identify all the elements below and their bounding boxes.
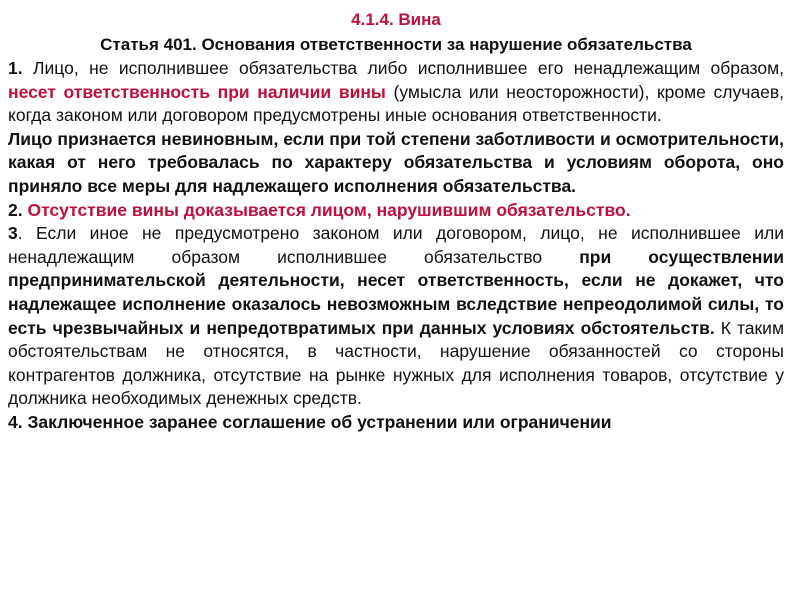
- paragraph-1-text-a: Лицо, не исполнившее обязательства либо исполнившее его ненадлежащим образом,: [22, 58, 784, 78]
- paragraph-3-number: 3: [8, 223, 18, 244]
- paragraph-3-text-b: К таким обстоятельствам не относятся, в частности, нарушение обязанностей со стороны контрагентов должника, отсутствие на рынке нужных для исполнения товаров, отсутствие у должника необходимых денежных средств.: [8, 317, 784, 409]
- paragraph-1-number: 1.: [8, 58, 23, 78]
- article-title: Статья 401. Основания ответственности за нарушение обязательства: [100, 35, 692, 54]
- paragraph-3: [8, 222, 784, 411]
- paragraph-4-cut: 4. Заключенное заранее соглашение об устранении или ограничении: [8, 411, 612, 432]
- paragraph-1-highlight: несет ответственность при наличии вины: [8, 81, 386, 102]
- paragraph-3-bold: при осуществлении предпринимательской деятельности, несет ответственность, если не докажет, что надлежащее исполнение оказалось невозможным вследствие непреодолимой силы, то есть чрезвычайных и непредотвратимых при данных условиях обстоятельств.: [8, 246, 784, 338]
- paragraph-3-text-a: . Если иное не предусмотрено законом или договором, лицо, не исполнившее или ненадлежащим образом исполнившее обязательство: [8, 223, 784, 267]
- paragraph-1: [8, 57, 784, 128]
- slide: [8, 0, 784, 600]
- paragraph-2: [8, 199, 784, 223]
- paragraph-1-text-b: (умысла или неосторожности), кроме случаев, когда законом или договором предусмотрены иные основания ответственности.: [8, 81, 784, 126]
- paragraph-2-number: 2.: [8, 199, 23, 220]
- section-title: 4.1.4. Вина: [351, 10, 441, 29]
- paragraph-2-highlight: Отсутствие вины доказывается лицом, нарушившим обязательство.: [22, 199, 631, 220]
- paragraph-1-bold: Лицо признается невиновным, если при той степени заботливости и осмотрительности, какая от него требовалась по характеру обязательства и условиям оборота, оно приняло все меры для надлежащего исполнения обязательства.: [8, 128, 784, 196]
